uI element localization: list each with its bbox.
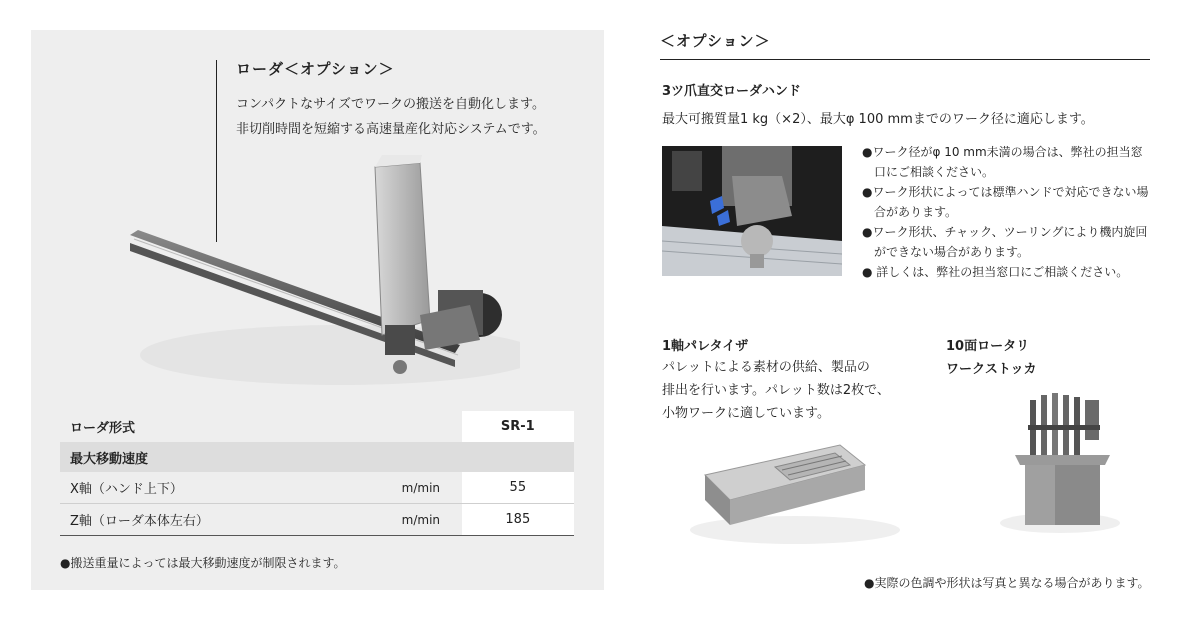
options-title: ＜オプション＞ — [660, 32, 771, 50]
list-item: ● ワーク形状によっては標準ハンドで対応できない場合があります。 — [862, 182, 1154, 222]
options-divider — [660, 59, 1150, 60]
pallet-description — [662, 356, 890, 425]
speed-note: ●搬送重量によっては最大移動速度が制限されます。 — [60, 556, 346, 570]
rotary-stocker-image — [995, 385, 1125, 535]
spec-table — [60, 411, 574, 536]
spec-model-row — [60, 411, 574, 442]
model-value: SR-1 — [462, 411, 574, 442]
pallet-desc-line: パレットによる素材の供給、製品の — [662, 360, 870, 375]
loader-desc-line: 非切削時間を短縮する高速量産化対応システムです。 — [236, 122, 546, 137]
pallet-desc-line: 小物ワークに適しています。 — [662, 406, 830, 421]
axis-unit: m/min — [392, 472, 462, 504]
loader-desc-line: コンパクトなサイズでワークの搬送を自動化します。 — [236, 97, 546, 112]
table-row — [60, 504, 574, 536]
photo-color-note: ●実際の色調や形状は写真と異なる場合があります。 — [864, 576, 1150, 590]
model-label: ローダ形式 — [70, 421, 136, 436]
axis-unit: m/min — [392, 504, 462, 536]
loader-machine-image — [120, 155, 520, 400]
spec-speed-row — [60, 442, 574, 472]
loader-description — [236, 92, 546, 142]
rotary-title-line: ワークストッカ — [946, 362, 1037, 377]
axis-value: 55 — [462, 472, 574, 504]
hand-title: 3ツ爪直交ローダハンド — [662, 84, 801, 99]
loader-hand-image — [662, 146, 842, 276]
hand-description: 最大可搬質量1 kg（×2）、最大φ 100 mmまでのワーク径に適応します。 — [662, 112, 1094, 127]
pallet-title: 1軸パレタイザ — [662, 339, 749, 354]
axis-label: X軸（ハンド上下） — [60, 472, 392, 504]
hand-notes — [862, 142, 1154, 282]
speed-label: 最大移動速度 — [60, 442, 574, 472]
rotary-title — [946, 335, 1036, 381]
list-item: ● ワーク径がφ 10 mm未満の場合は、弊社の担当窓口にご相談ください。 — [862, 142, 1154, 182]
list-item: ● 詳しくは、弊社の担当窓口にご相談ください。 — [862, 262, 1154, 282]
list-item: ● ワーク形状、チャック、ツーリングにより機内旋回ができない場合があります。 — [862, 222, 1154, 262]
loader-title: ローダ＜オプション＞ — [236, 60, 395, 78]
palletizer-image — [690, 435, 900, 545]
axis-value: 185 — [462, 504, 574, 536]
axis-label: Z軸（ローダ本体左右） — [60, 504, 392, 536]
pallet-desc-line: 排出を行います。パレット数は2枚で、 — [662, 383, 890, 398]
table-row — [60, 472, 574, 504]
rotary-title-line: 10面ロータリ — [946, 339, 1030, 354]
